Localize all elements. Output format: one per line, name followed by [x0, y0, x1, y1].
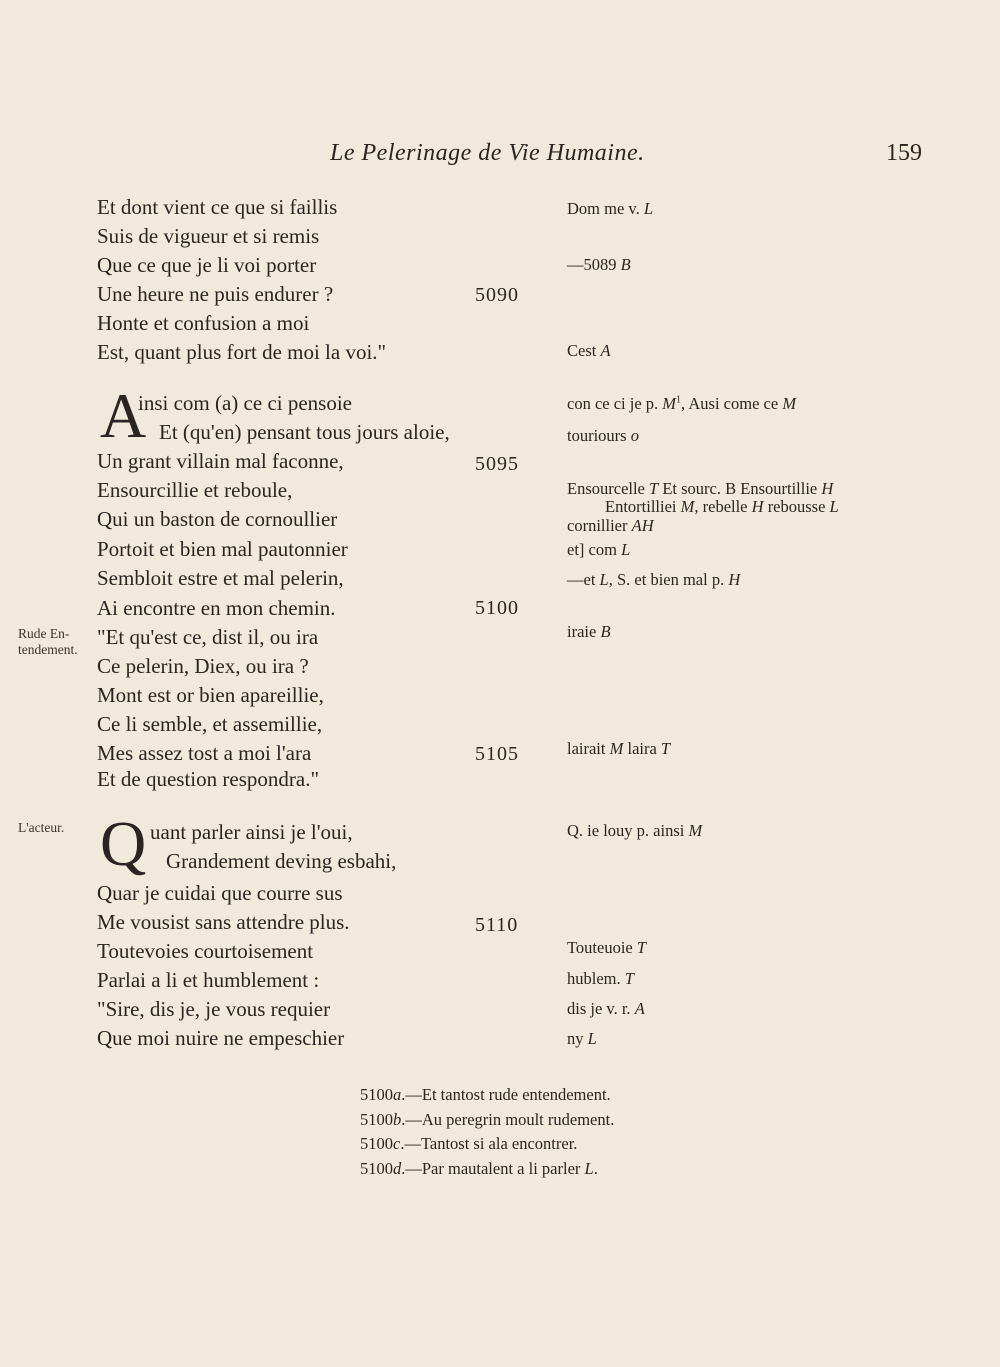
- footnote: 5100d.—Par mautalent a li parler L.: [360, 1159, 598, 1178]
- variant-reading: dis je v. r. A: [567, 999, 645, 1018]
- variant-reading: Cest A: [567, 341, 611, 360]
- verse-line: Et dont vient ce que si faillis: [97, 195, 338, 219]
- verse-line: Toutevoies courtoisement: [97, 939, 314, 963]
- verse-line: "Et qu'est ce, dist il, ou ira: [97, 625, 319, 649]
- verse-line: Ce pelerin, Diex, ou ira ?: [97, 654, 309, 678]
- verse-line: Un grant villain mal faconne,: [97, 449, 344, 473]
- verse-line: insi com (a) ce ci pensoie: [138, 391, 352, 415]
- verse-line: uant parler ainsi je l'oui,: [150, 820, 353, 844]
- verse-line: Honte et confusion a moi: [97, 311, 310, 335]
- variant-reading: lairait M laira T: [567, 739, 671, 758]
- drop-cap: Q: [100, 808, 147, 879]
- verse-line: Ai encontre en mon chemin.: [97, 596, 336, 620]
- line-number: 5090: [475, 284, 519, 306]
- side-note-rude-entendement: Rude En- tendement.: [18, 626, 78, 657]
- variant-reading: —et L, S. et bien mal p. H: [567, 570, 741, 589]
- line-number: 5110: [475, 914, 519, 936]
- verse-line: Est, quant plus fort de moi la voi.": [97, 340, 387, 364]
- variant-reading: hublem. T: [567, 969, 634, 988]
- footnote: 5100a.—Et tantost rude entendement.: [360, 1085, 611, 1104]
- verse-line: Que moi nuire ne empeschier: [97, 1026, 345, 1050]
- variant-reading: iraie B: [567, 622, 611, 641]
- verse-line: Que ce que je li voi porter: [97, 253, 317, 277]
- verse-line: Et de question respondra.": [97, 767, 320, 791]
- variant-reading: —5089 B: [567, 255, 631, 274]
- verse-line: Sembloit estre et mal pelerin,: [97, 566, 344, 590]
- verse-line: Mont est or bien apareillie,: [97, 683, 324, 707]
- verse-line: Ensourcillie et reboule,: [97, 478, 293, 502]
- variant-reading: ny L: [567, 1029, 597, 1048]
- verse-line: Une heure ne puis endurer ?: [97, 282, 334, 306]
- footnote: 5100c.—Tantost si ala encontrer.: [360, 1134, 578, 1153]
- verse-line: Grandement deving esbahi,: [166, 849, 397, 873]
- verse-line: Me vousist sans attendre plus.: [97, 910, 350, 934]
- page-number: 159: [886, 140, 922, 166]
- verse-line: "Sire, dis je, je vous requier: [97, 997, 331, 1021]
- verse-line: Mes assez tost a moi l'ara: [97, 741, 312, 765]
- line-number: 5095: [475, 453, 519, 475]
- variant-reading: Entortilliei M, rebelle H rebousse L: [605, 497, 839, 516]
- variant-reading: con ce ci je p. $M^1$, Ausi come ce M: [567, 394, 797, 413]
- variant-reading: Dom me v. L: [567, 199, 654, 218]
- variant-reading: Q. ie louy p. ainsi M: [567, 821, 703, 840]
- verse-line: Portoit et bien mal pautonnier: [97, 537, 348, 561]
- verse-line: Qui un baston de cornoullier: [97, 507, 338, 531]
- running-title: Le Pelerinage de Vie Humaine.: [330, 140, 645, 166]
- footnote: 5100b.—Au peregrin moult rudement.: [360, 1110, 615, 1129]
- verse-line: Parlai a li et humblement :: [97, 968, 320, 992]
- line-number: 5100: [475, 597, 519, 619]
- side-note-acteur: L'acteur.: [18, 820, 65, 835]
- variant-reading: Ensourcelle T Et sourc. B Ensourtillie H: [567, 479, 834, 498]
- verse-line: Suis de vigueur et si remis: [97, 224, 320, 248]
- line-number: 5105: [475, 743, 519, 765]
- variant-reading: et] com L: [567, 540, 631, 559]
- variant-reading: Touteuoie T: [567, 938, 647, 957]
- variant-reading: cornillier AH: [567, 516, 654, 535]
- show-through-texture: [640, 185, 1000, 1185]
- variant-reading: touriours o: [567, 426, 639, 445]
- verse-line: Quar je cuidai que courre sus: [97, 881, 343, 905]
- drop-cap: A: [100, 380, 147, 451]
- verse-line: Et (qu'en) pensant tous jours aloie,: [159, 420, 450, 444]
- verse-line: Ce li semble, et assemillie,: [97, 712, 323, 736]
